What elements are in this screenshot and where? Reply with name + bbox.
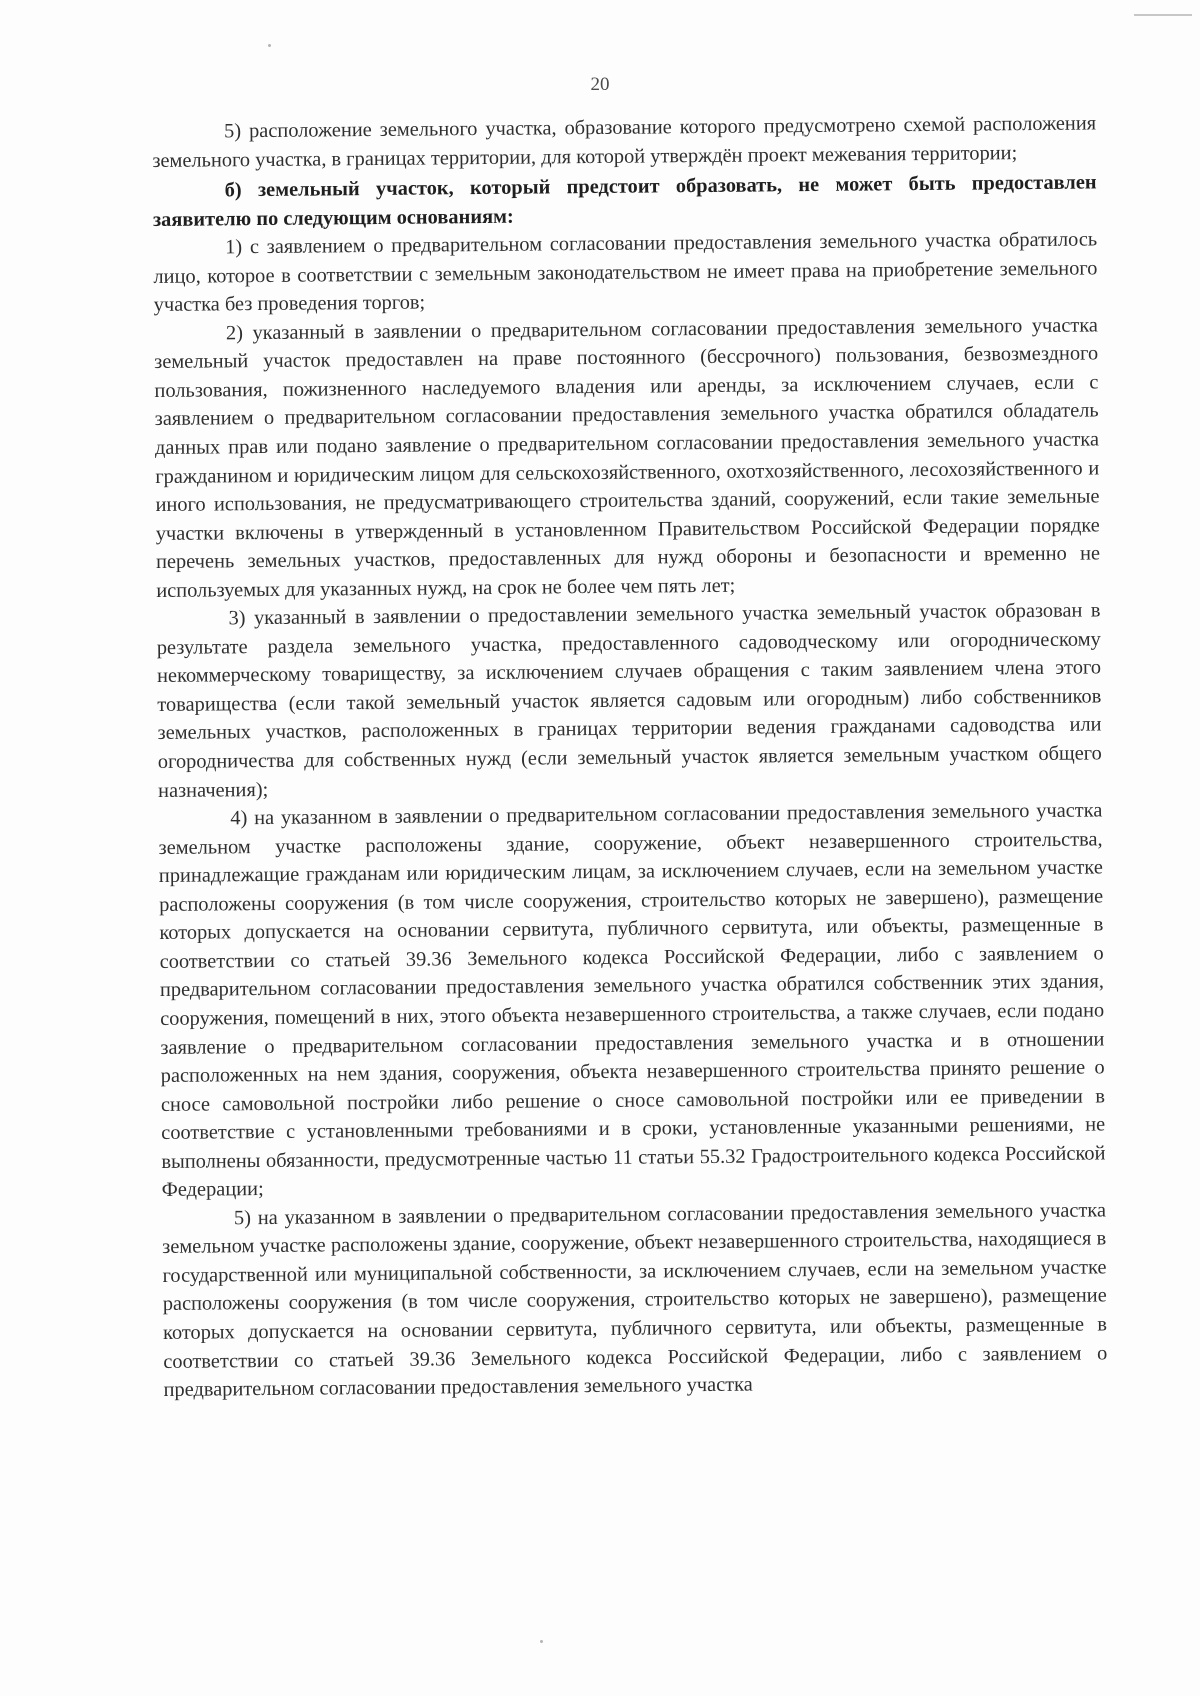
page-number: 20 [590, 74, 610, 95]
scan-speck [268, 44, 271, 47]
paragraph-item-5: 5) на указанном в заявлении о предварительном согласовании предоставления земельного участка земельном участке расположены здание, сооружение, объект незавершенного строительства, находящиеся в государственной или муниципальной собственности, за исключением случаев, если на земельном участке расположены сооружения (в том числе сооружения, строительство которых не завершено), размещение которых допускается на основании сервитута, публичного сервитута, или объекты, размещенные в соответствии со статьей 39.36 Земельного кодекса Российской Федерации, либо с заявлением о предварительном согласовании предоставления земельного участка [162, 1199, 1108, 1402]
paragraph-item-5-location: 5) расположение земельного участка, образование которого предусмотрено схемой расположения земельного участка, в границах территории, для которой утверждён проект межевания территории; [152, 112, 1097, 172]
paragraph-item-4: 4) на указанном в заявлении о предварительном согласовании предоставления земельного участка земельном участке расположены здание, сооружение, объект незавершенного строительства, принадлежащие гражданам или юридическим лицам, за исключением случаев, если на земельном участке расположены сооружения (в том числе сооружения, строительство которых не завершено), размещение которых допускается на основании сервитута, публичного сервитута, или объекты, размещенные в соответствии со статьей 39.36 Земельного кодекса Российской Федерации, либо с заявлением о предварительном согласовании предоставления земельного участка обратился собственник этих здания, сооружения, помещений в них, этого объекта незавершенного строительства, а также случаев, если подано заявление о предварительном согласовании предоставления земельного участка и в отношении расположенных на нем здания, сооружения, объекта незавершенного строительства принято решение о сносе самовольной постройки либо решение о сносе самовольной постройки или ее приведении в соответствие с установленными требованиями и в сроки, установленные указанными решениями, не выполнены обязанности, предусмотренные частью 11 статьи 55.32 Градостроительного кодекса Российской Федерации; [158, 799, 1106, 1202]
document-body [152, 109, 1108, 1404]
paragraph-item-1: 1) с заявлением о предварительном согласовании предоставления земельного участка обратилось лицо, которое в соответствии с земельным законодательством не имеет права на приобретение земельного участка без проведения торгов; [153, 228, 1098, 317]
paragraph-item-2: 2) указанный в заявлении о предварительном согласовании предоставления земельного участка земельный участок предоставлен на праве постоянного (бессрочного) пользования, безвозмездного пользования, пожизненного наследуемого владения или аренды, за исключением случаев, если с заявлением о предварительном согласовании предоставления земельного участка обратился обладатель данных прав или подано заявление о предварительном согласовании предоставления земельного участка гражданином и юридическим лицом для сельскохозяйственного, охотхозяйственного, лесохозяйственного и иного использования, не предусматривающего строительства зданий, сооружений, если такие земельные участки включены в утвержденный в установленном Правительством Российской Федерации порядке перечень земельных участков, предоставленных для нужд обороны и безопасности и временно не используемых для указанных нужд, на срок не более чем пять лет; [154, 314, 1101, 602]
section-heading-b: б) земельный участок, который предстоит образовать, не может быть предоставлен заявителю по следующим основаниям: [152, 171, 1097, 231]
scan-speck [540, 1640, 543, 1643]
paragraph-item-3: 3) указанный в заявлении о предоставлении земельного участка земельный участок образован в результате раздела земельного участка, предоставленного садоводческому или огородническому некоммерческому товариществу, за исключением случаев обращения с таким заявлением члена этого товарищества (если такой земельный участок является садовым или огородным) либо собственников земельных участков, расположенных в границах территории ведения гражданами садоводства или огородничества для собственных нужд (если земельный участок является земельным участком общего назначения); [156, 599, 1102, 802]
scan-edge-mark [1134, 14, 1192, 16]
